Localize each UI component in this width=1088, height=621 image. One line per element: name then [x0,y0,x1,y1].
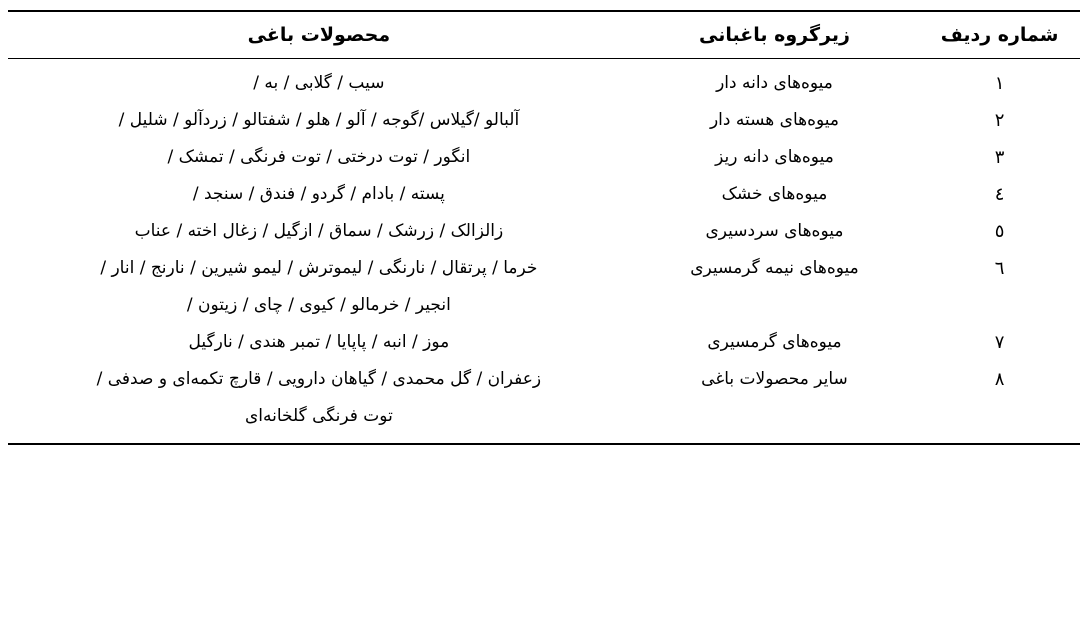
header-subgroup: زیرگروه باغبانی [699,24,850,46]
subgroup-cell: میوه‌های هسته دار [709,110,840,130]
row-number-cell: ٥ [994,221,1005,242]
table-body [8,59,1080,445]
row-number-cell: ۱ [994,73,1005,94]
table-row [8,361,1080,444]
subgroup-cell: میوه‌های نیمه گرمسیری [690,258,859,278]
products-line: زعفران / گل محمدی / گیاهان دارویی / قارچ تکمه‌ای و صدفی / [96,369,542,389]
subgroup-cell: میوه‌های دانه ریز [715,147,834,167]
row-number-cell: ٤ [994,184,1005,205]
products-line: سیب / گلابی / به / [253,73,385,93]
products-cell [8,102,630,139]
table-header [8,11,1080,59]
table-row [8,213,1080,250]
products-cell [8,139,630,176]
subgroup-cell: میوه‌های دانه دار [716,73,833,93]
horticulture-table-container [8,10,1080,445]
table-row [8,139,1080,176]
products-line: انگور / توت درختی / توت فرنگی / تمشک / [167,147,471,167]
table-row [8,59,1080,103]
table-row [8,176,1080,213]
subgroup-cell: میوه‌های خشک [721,184,828,204]
products-cell [8,324,630,361]
subgroup-cell: میوه‌های سردسیری [705,221,844,241]
header-row [8,11,1080,59]
table-row [8,324,1080,361]
products-cell [8,213,630,250]
header-products: محصولات باغی [247,24,391,46]
row-number-cell: ٦ [994,258,1005,279]
products-cell [8,361,630,444]
horticulture-products-table [8,10,1080,445]
products-line: خرما / پرتقال / نارنگی / لیموترش / لیمو شیرین / نارنج / انار / [100,258,538,278]
header-row-number: شماره ردیف [940,24,1059,46]
products-line: زالزالک / زرشک / سماق / ازگیل / زغال اخته / عناب [134,221,504,241]
products-cell [8,250,630,324]
products-cell [8,59,630,103]
table-row [8,102,1080,139]
products-line: انجیر / خرمالو / کیوی / چای / زیتون / [186,295,451,315]
products-line: پسته / بادام / گردو / فندق / سنجد / [192,184,445,204]
row-number-cell: ۸ [994,369,1005,390]
row-number-cell: ۲ [994,110,1005,131]
products-line: توت فرنگی گلخانه‌ای [244,406,393,426]
products-line: آلبالو /گیلاس /گوجه / آلو / هلو / شفتالو / زردآلو / شلیل / [118,110,520,130]
products-line: موز / انبه / پاپایا / تمبر هندی / نارگیل [188,332,450,352]
row-number-cell: ۷ [994,332,1005,353]
products-cell [8,176,630,213]
table-row [8,250,1080,324]
row-number-cell: ۳ [994,147,1005,168]
subgroup-cell: سایر محصولات باغی [701,369,848,389]
subgroup-cell: میوه‌های گرمسیری [707,332,842,352]
